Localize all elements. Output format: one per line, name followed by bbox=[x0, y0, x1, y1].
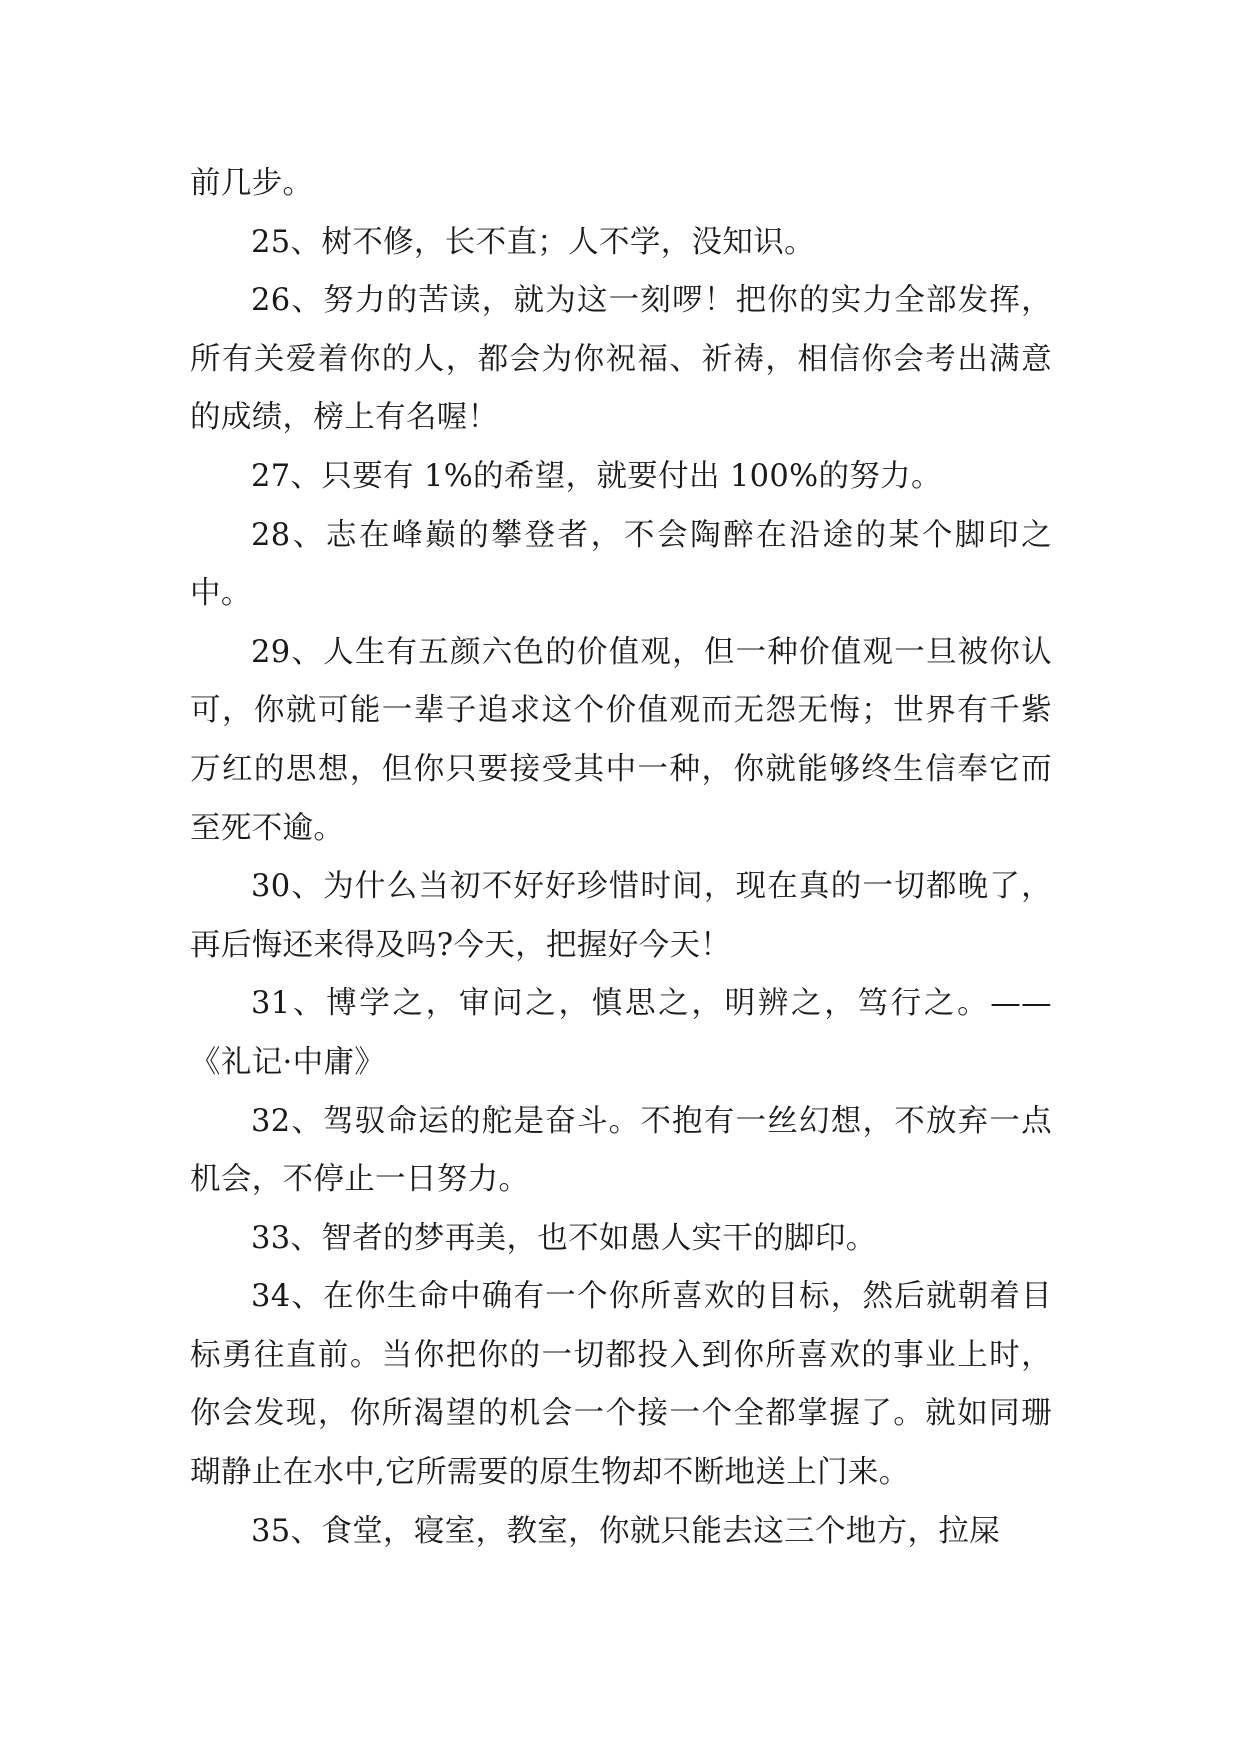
paragraph-27: 27、只要有 1%的希望，就要付出 100%的努力。 bbox=[251, 458, 942, 494]
paragraph-28: 28、志在峰巅的攀登者，不会陶醉在沿途的某个脚印之中。 bbox=[190, 517, 1052, 612]
paragraph-30: 30、为什么当初不好好珍惜时间，现在真的一切都晚了，再后悔还来得及吗?今天，把握好今天！ bbox=[190, 869, 1052, 963]
document-page bbox=[190, 155, 1052, 1561]
paragraph-25: 25、树不修，长不直；人不学，没知识。 bbox=[251, 224, 815, 260]
paragraph-continuation: 前几步。 bbox=[190, 166, 314, 201]
paragraph-35: 35、食堂，寝室，教室，你就只能去这三个地方，拉屎 bbox=[251, 1513, 1001, 1549]
paragraph-31: 31、博学之，审问之，慎思之，明辨之，笃行之。——《礼记·中庸》 bbox=[190, 986, 1052, 1080]
paragraph-29: 29、人生有五颜六色的价值观，但一种价值观一旦被你认可，你就可能一辈子追求这个价值观而无怨无悔；世界有千紫万红的思想，但你只要接受其中一种，你就能够终生信奉它而至死不逾。 bbox=[190, 634, 1052, 846]
paragraph-26: 26、努力的苦读，就为这一刻啰！把你的实力全部发挥，所有关爱着你的人，都会为你祝福、祈祷，相信你会考出满意的成绩，榜上有名喔！ bbox=[190, 283, 1052, 436]
paragraph-33: 33、智者的梦再美，也不如愚人实干的脚印。 bbox=[251, 1220, 877, 1256]
paragraph-34: 34、在你生命中确有一个你所喜欢的目标，然后就朝着目标勇往直前。当你把你的一切都投入到你所喜欢的事业上时，你会发现，你所渴望的机会一个接一个全都掌握了。就如同珊瑚静止在水中,它所需要的原生物却不断地送上门来。 bbox=[190, 1279, 1052, 1491]
paragraph-32: 32、驾驭命运的舵是奋斗。不抱有一丝幻想，不放弃一点机会，不停止一日努力。 bbox=[190, 1103, 1052, 1198]
